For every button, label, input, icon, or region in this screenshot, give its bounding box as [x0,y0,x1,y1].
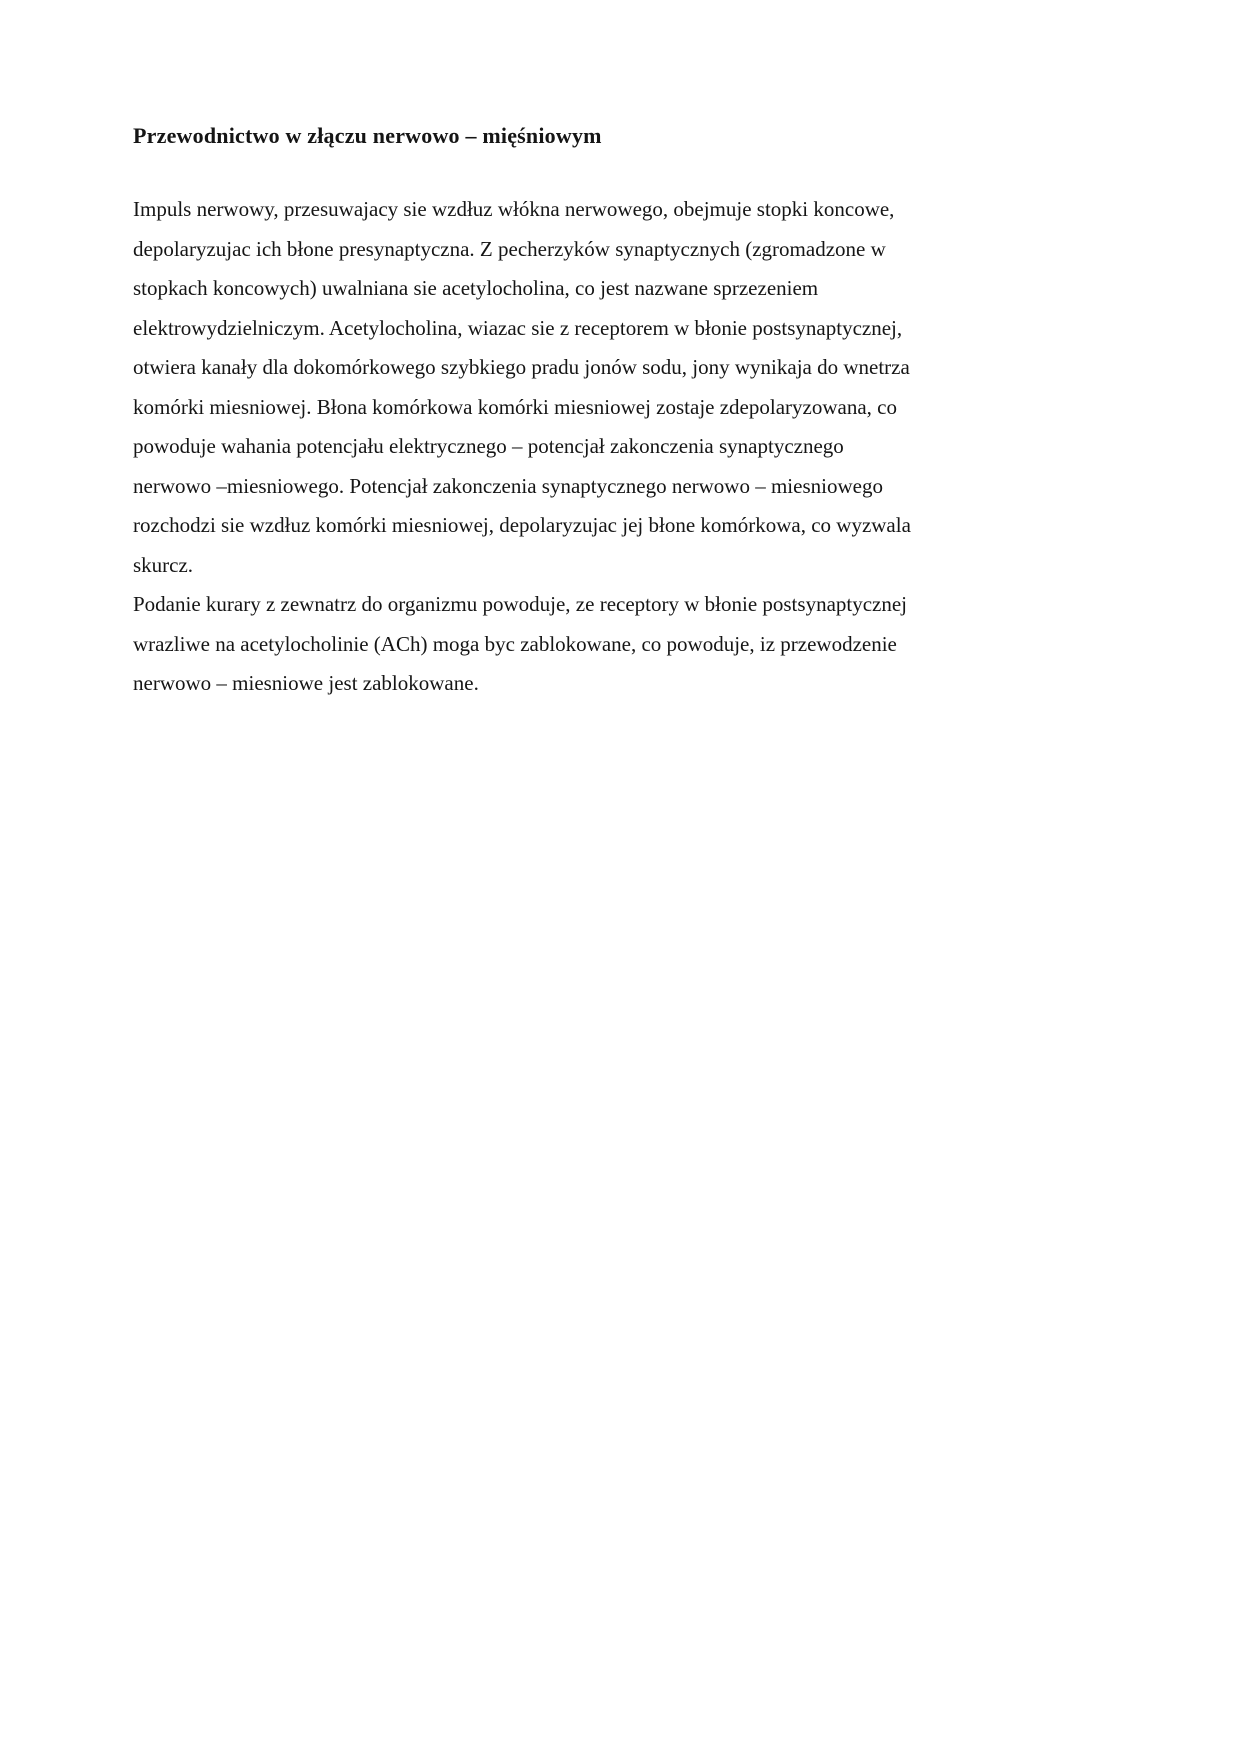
text-line: skurcz. [133,552,194,577]
document-body [133,190,993,704]
paragraph-impulse-conduction [133,190,993,585]
text-line: wrazliwe na acetylocholinie (ACh) moga byc zablokowane, co powoduje, iz przewodzenie [133,631,897,656]
text-line: Podanie kurary z zewnatrz do organizmu powoduje, ze receptory w błonie postsynaptycznej [133,592,908,616]
text-line: Impuls nerwowy, przesuwajacy sie wzdłuz włókna nerwowego, obejmuje stopki koncowe, [133,197,895,221]
text-line: powoduje wahania potencjału elektrycznego – potencjał zakonczenia synaptycznego [133,434,844,458]
text-line: rozchodzi sie wzdłuz komórki miesniowej, depolaryzujac jej błone komórkowa, co wyzwala [133,513,911,537]
text-line: otwiera kanały dla dokomórkowego szybkiego pradu jonów sodu, jony wynikaja do wnetrza [133,355,910,379]
text-line: nerwowo – miesniowe jest zablokowane. [133,671,479,695]
text-line: stopkach koncowych) uwalniana sie acetylocholina, co jest nazwane sprzezeniem [133,276,819,300]
document-title: Przewodnictwo w złączu nerwowo – mięśniowym [133,123,602,148]
text-line: elektrowydzielniczym. Acetylocholina, wiazac sie z receptorem w błonie postsynaptycznej, [133,315,903,340]
text-line: komórki miesniowej. Błona komórkowa komórki miesniowej zostaje zdepolaryzowana, co [133,394,897,419]
text-line: nerwowo –miesniowego. Potencjał zakonczenia synaptycznego nerwowo – miesniowego [133,473,883,498]
text-line: depolaryzujac ich błone presynaptyczna. Z pecherzyków synaptycznych (zgromadzone w [133,236,886,261]
document-content [133,122,993,704]
paragraph-curare-effect [133,585,993,704]
